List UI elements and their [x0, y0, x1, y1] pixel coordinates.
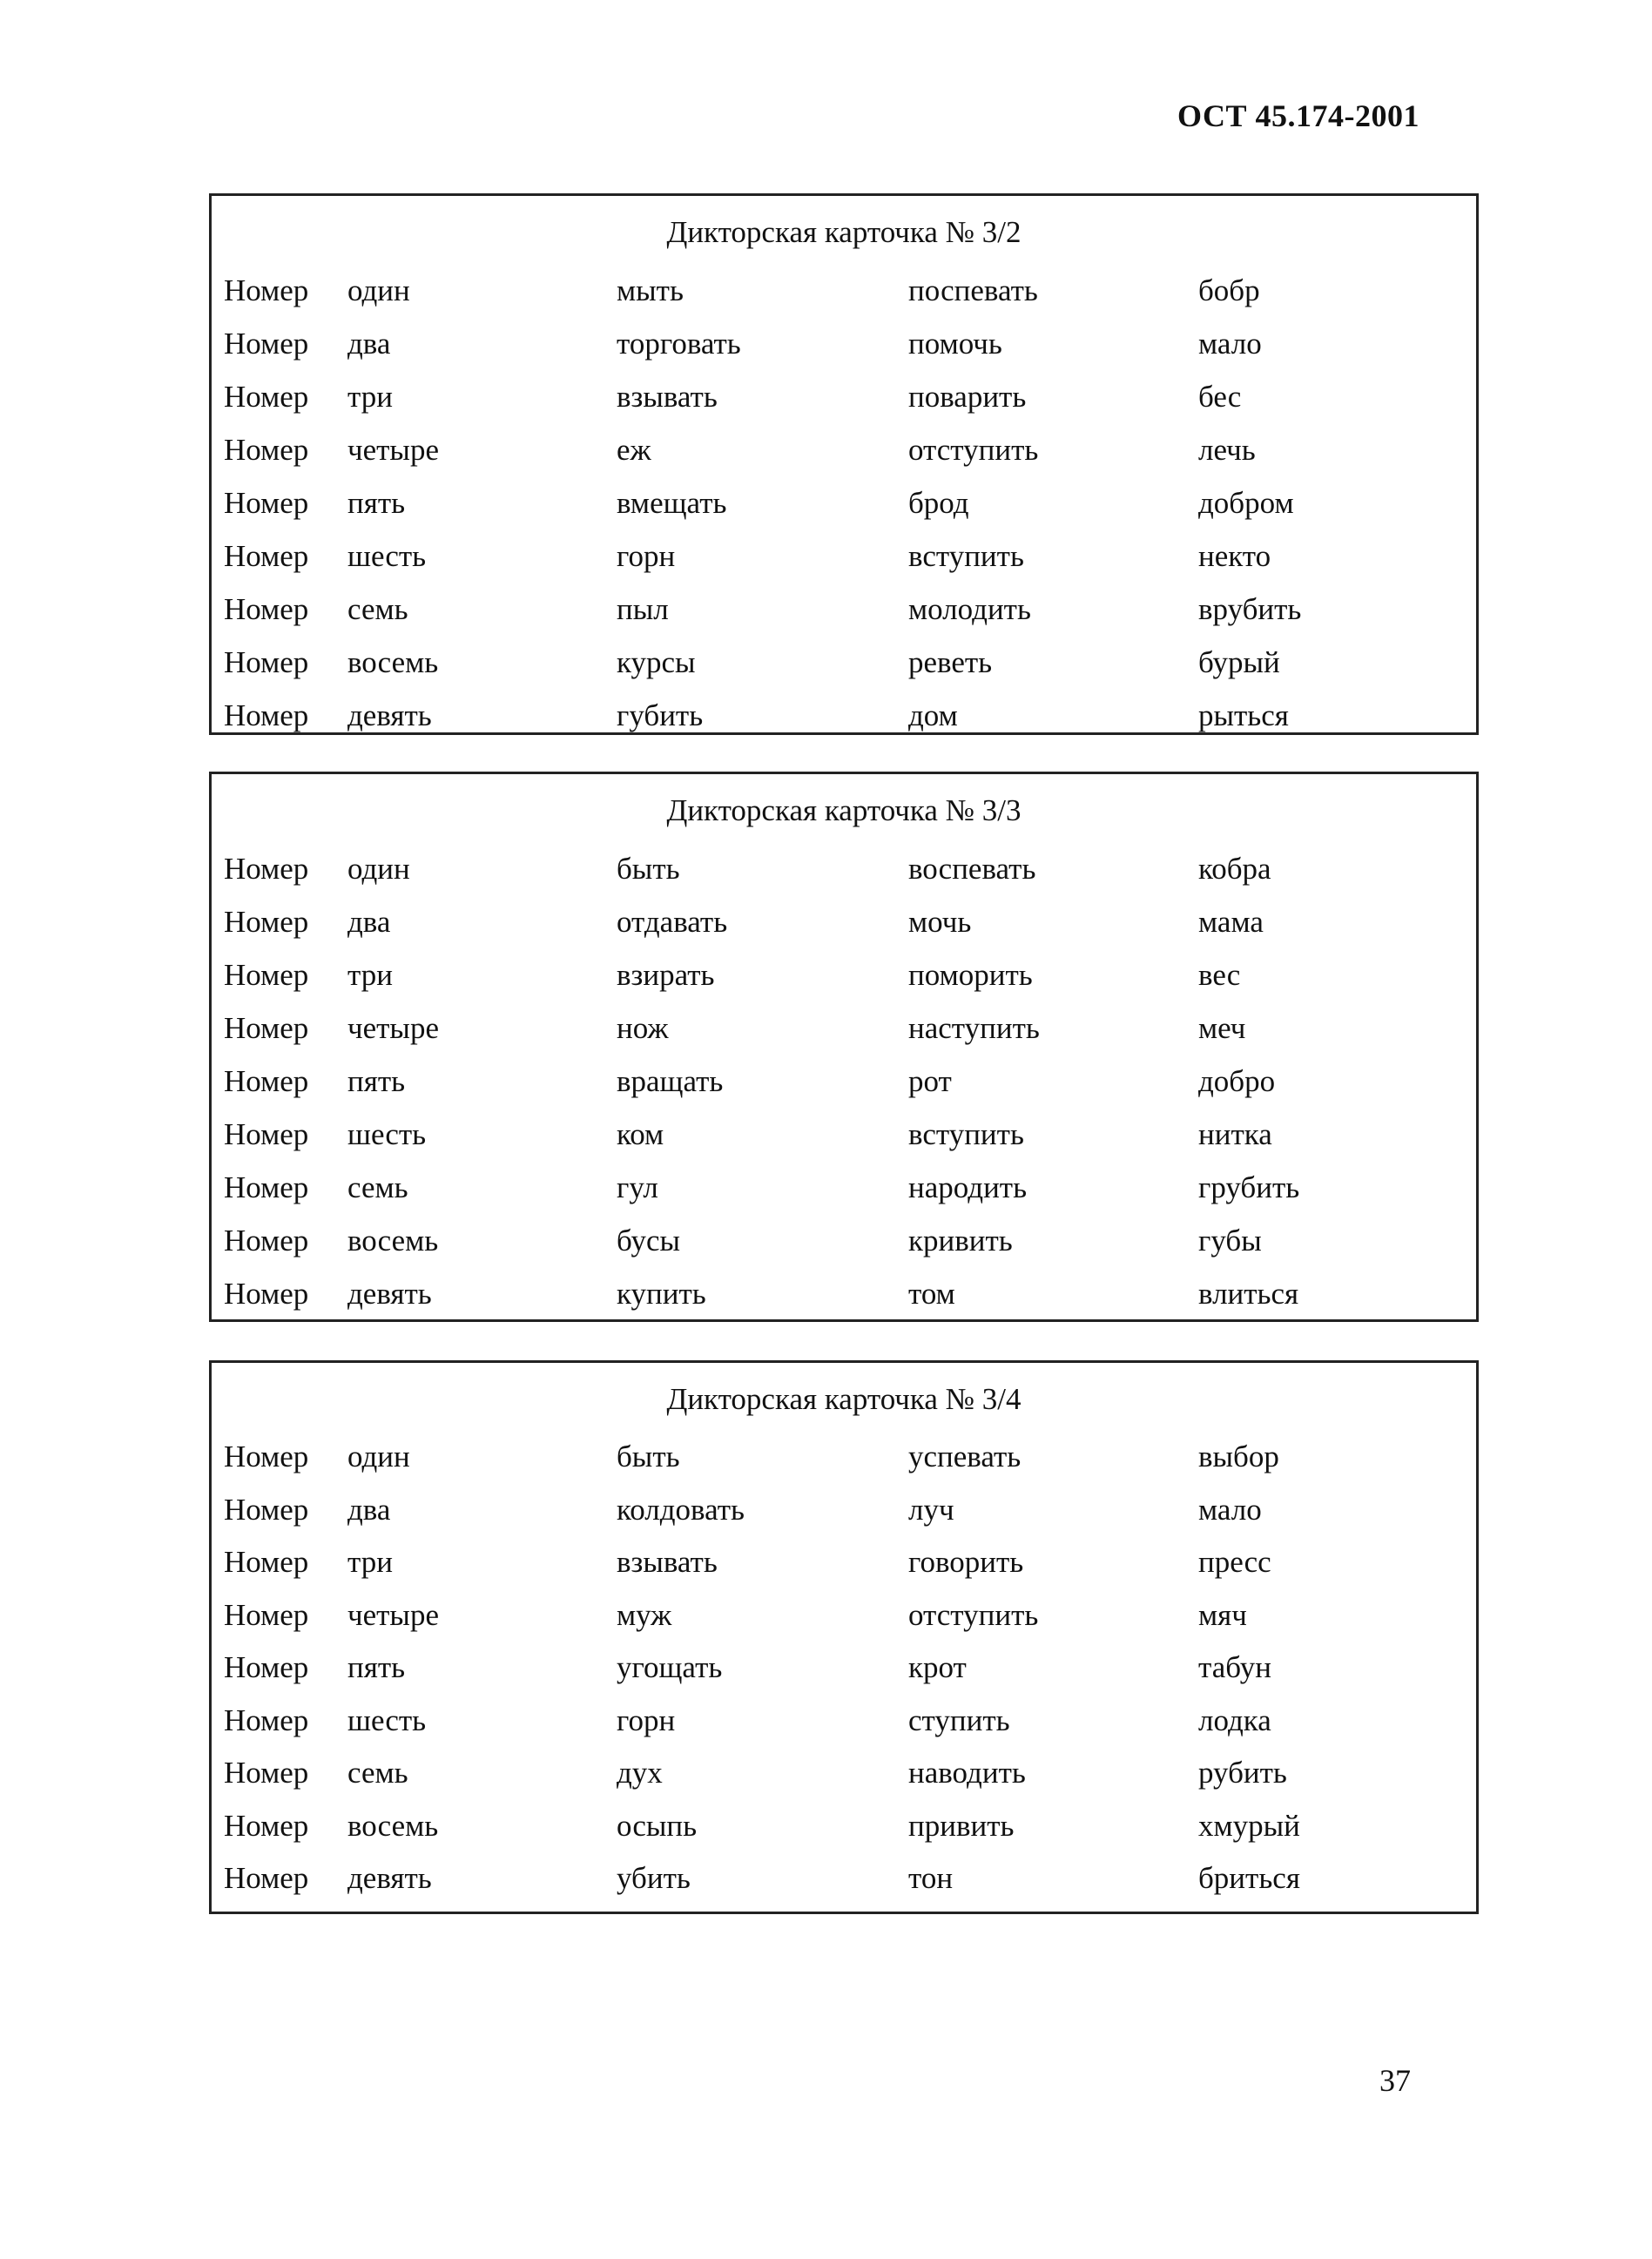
number-word: три — [347, 380, 393, 414]
word-col-1: взирать — [617, 958, 715, 992]
word-col-2: брод — [908, 486, 969, 520]
word-col-3: лодка — [1198, 1703, 1271, 1737]
word-col-2: рот — [908, 1064, 952, 1098]
word-col-1: вмещать — [617, 486, 727, 520]
word-col-2: тон — [908, 1861, 954, 1895]
table-row — [212, 1695, 1476, 1748]
word-col-3: влиться — [1198, 1277, 1299, 1311]
table-row — [212, 1800, 1476, 1853]
table-row — [212, 1431, 1476, 1484]
number-word: шесть — [347, 539, 427, 573]
row-label: Номер — [224, 433, 309, 467]
announcer-card-3-2 — [209, 193, 1479, 735]
word-col-1: курсы — [617, 645, 696, 679]
word-col-1: осыпь — [617, 1808, 698, 1843]
word-col-1: гул — [617, 1170, 658, 1204]
word-col-2: крот — [908, 1650, 967, 1684]
word-col-2: вступить — [908, 539, 1024, 573]
card-rows — [212, 832, 1476, 1320]
word-col-2: наступить — [908, 1011, 1040, 1045]
row-label: Номер — [224, 1492, 309, 1527]
row-label: Номер — [224, 273, 309, 307]
page-number: 37 — [1379, 2063, 1411, 2098]
word-col-3: губы — [1198, 1224, 1262, 1258]
word-col-2: поморить — [908, 958, 1033, 992]
row-label: Номер — [224, 1011, 309, 1045]
word-col-3: мало — [1198, 327, 1262, 361]
word-col-1: еж — [617, 433, 651, 467]
row-label: Номер — [224, 1545, 309, 1579]
table-row — [212, 1484, 1476, 1537]
word-col-1: ком — [617, 1117, 664, 1151]
table-row — [212, 317, 1476, 370]
row-label: Номер — [224, 1117, 309, 1151]
word-col-1: дух — [617, 1756, 663, 1790]
table-row — [212, 948, 1476, 1001]
word-col-1: пыл — [617, 592, 669, 626]
row-label: Номер — [224, 1756, 309, 1790]
word-col-1: торговать — [617, 327, 741, 361]
table-row — [212, 1214, 1476, 1267]
table-row — [212, 423, 1476, 476]
word-col-1: взывать — [617, 380, 718, 414]
word-col-3: меч — [1198, 1011, 1246, 1045]
word-col-3: кобра — [1198, 852, 1271, 886]
row-label: Номер — [224, 1703, 309, 1737]
word-col-1: нож — [617, 1011, 669, 1045]
row-label: Номер — [224, 1277, 309, 1311]
row-label: Номер — [224, 539, 309, 573]
table-row — [212, 529, 1476, 583]
table-row — [212, 1267, 1476, 1320]
word-col-2: молодить — [908, 592, 1031, 626]
number-word: семь — [347, 1170, 408, 1204]
word-col-2: отступить — [908, 433, 1039, 467]
word-col-3: нитка — [1198, 1117, 1272, 1151]
table-row — [212, 1161, 1476, 1214]
row-label: Номер — [224, 1861, 309, 1895]
word-col-1: купить — [617, 1277, 706, 1311]
number-word: восемь — [347, 645, 439, 679]
word-col-3: бриться — [1198, 1861, 1300, 1895]
word-col-3: лечь — [1198, 433, 1256, 467]
row-label: Номер — [224, 1440, 309, 1473]
word-col-2: том — [908, 1277, 955, 1311]
row-label: Номер — [224, 1597, 309, 1632]
table-row — [212, 1852, 1476, 1905]
row-label: Номер — [224, 645, 309, 679]
table-row — [212, 1642, 1476, 1695]
word-col-1: быть — [617, 1440, 680, 1473]
table-row — [212, 689, 1476, 742]
row-label: Номер — [224, 1808, 309, 1843]
word-col-1: муж — [617, 1597, 672, 1632]
row-label: Номер — [224, 380, 309, 414]
word-col-1: вращать — [617, 1064, 724, 1098]
number-word: два — [347, 1492, 391, 1527]
word-col-2: реветь — [908, 645, 993, 679]
number-word: пять — [347, 1064, 406, 1098]
row-label: Номер — [224, 1650, 309, 1684]
card-rows — [212, 253, 1476, 742]
word-col-2: воспевать — [908, 852, 1036, 886]
table-row — [212, 1001, 1476, 1055]
word-col-2: кривить — [908, 1224, 1013, 1258]
word-col-2: помочь — [908, 327, 1002, 361]
word-col-3: рубить — [1198, 1756, 1287, 1790]
table-row — [212, 583, 1476, 636]
word-col-1: горн — [617, 539, 676, 573]
number-word: пять — [347, 486, 406, 520]
number-word: шесть — [347, 1703, 427, 1737]
word-col-2: успевать — [908, 1440, 1022, 1473]
announcer-card-3-3 — [209, 772, 1479, 1322]
number-word: два — [347, 905, 391, 939]
word-col-3: грубить — [1198, 1170, 1300, 1204]
word-col-2: отступить — [908, 1597, 1039, 1632]
table-row — [212, 1747, 1476, 1800]
table-row — [212, 842, 1476, 895]
row-label: Номер — [224, 1224, 309, 1258]
number-word: девять — [347, 698, 432, 732]
word-col-3: добро — [1198, 1064, 1276, 1098]
word-col-1: взывать — [617, 1545, 718, 1579]
word-col-1: колдовать — [617, 1492, 745, 1527]
card-title: Дикторская карточка № 3/2 — [666, 215, 1022, 249]
row-label: Номер — [224, 327, 309, 361]
table-row — [212, 1589, 1476, 1642]
row-label: Номер — [224, 958, 309, 992]
table-row — [212, 1536, 1476, 1589]
row-label: Номер — [224, 486, 309, 520]
number-word: три — [347, 1545, 393, 1579]
number-word: четыре — [347, 1597, 439, 1632]
table-row — [212, 476, 1476, 529]
number-word: девять — [347, 1277, 432, 1311]
number-word: четыре — [347, 433, 439, 467]
word-col-1: быть — [617, 852, 680, 886]
word-col-2: народить — [908, 1170, 1028, 1204]
number-word: девять — [347, 1861, 432, 1895]
word-col-3: хмурый — [1198, 1808, 1300, 1843]
word-col-3: выбор — [1198, 1440, 1279, 1473]
word-col-3: бурый — [1198, 645, 1280, 679]
number-word: один — [347, 1440, 410, 1473]
word-col-2: мочь — [908, 905, 972, 939]
card-title: Дикторская карточка № 3/3 — [666, 793, 1022, 827]
word-col-3: бес — [1198, 380, 1242, 414]
announcer-card-3-4 — [209, 1360, 1479, 1914]
card-rows — [212, 1420, 1476, 1905]
word-col-2: поспевать — [908, 273, 1038, 307]
number-word: семь — [347, 1756, 408, 1790]
word-col-3: некто — [1198, 539, 1271, 573]
word-col-1: угощать — [617, 1650, 723, 1684]
word-col-3: добром — [1198, 486, 1294, 520]
word-col-2: поварить — [908, 380, 1027, 414]
word-col-3: мама — [1198, 905, 1264, 939]
row-label: Номер — [224, 592, 309, 626]
row-label: Номер — [224, 905, 309, 939]
document-code: ОСТ 45.174-2001 — [1177, 98, 1419, 133]
row-label: Номер — [224, 698, 309, 732]
number-word: три — [347, 958, 393, 992]
row-label: Номер — [224, 1064, 309, 1098]
row-label: Номер — [224, 852, 309, 886]
number-word: четыре — [347, 1011, 439, 1045]
word-col-2: говорить — [908, 1545, 1024, 1579]
number-word: семь — [347, 592, 408, 626]
word-col-3: мало — [1198, 1492, 1262, 1527]
table-row — [212, 636, 1476, 689]
word-col-3: мяч — [1198, 1597, 1247, 1632]
number-word: шесть — [347, 1117, 427, 1151]
word-col-2: луч — [908, 1492, 954, 1527]
number-word: один — [347, 852, 410, 886]
word-col-1: мыть — [617, 273, 684, 307]
number-word: два — [347, 327, 391, 361]
number-word: пять — [347, 1650, 406, 1684]
table-row — [212, 1108, 1476, 1161]
word-col-3: табун — [1198, 1650, 1271, 1684]
word-col-3: врубить — [1198, 592, 1302, 626]
word-col-3: вес — [1198, 958, 1241, 992]
word-col-2: привить — [908, 1808, 1015, 1843]
word-col-3: пресс — [1198, 1545, 1271, 1579]
word-col-3: бобр — [1198, 273, 1260, 307]
word-col-1: губить — [617, 698, 704, 732]
number-word: один — [347, 273, 410, 307]
word-col-1: горн — [617, 1703, 676, 1737]
word-col-2: дом — [908, 698, 958, 732]
word-col-2: вступить — [908, 1117, 1024, 1151]
row-label: Номер — [224, 1170, 309, 1204]
word-col-1: бусы — [617, 1224, 681, 1258]
table-row — [212, 370, 1476, 423]
word-col-1: убить — [617, 1861, 691, 1895]
word-col-2: ступить — [908, 1703, 1010, 1737]
word-col-1: отдавать — [617, 905, 728, 939]
number-word: восемь — [347, 1808, 439, 1843]
card-title: Дикторская карточка № 3/4 — [666, 1382, 1022, 1416]
number-word: восемь — [347, 1224, 439, 1258]
word-col-2: наводить — [908, 1756, 1026, 1790]
table-row — [212, 264, 1476, 317]
table-row — [212, 895, 1476, 948]
word-col-3: рыться — [1198, 698, 1289, 732]
table-row — [212, 1055, 1476, 1108]
